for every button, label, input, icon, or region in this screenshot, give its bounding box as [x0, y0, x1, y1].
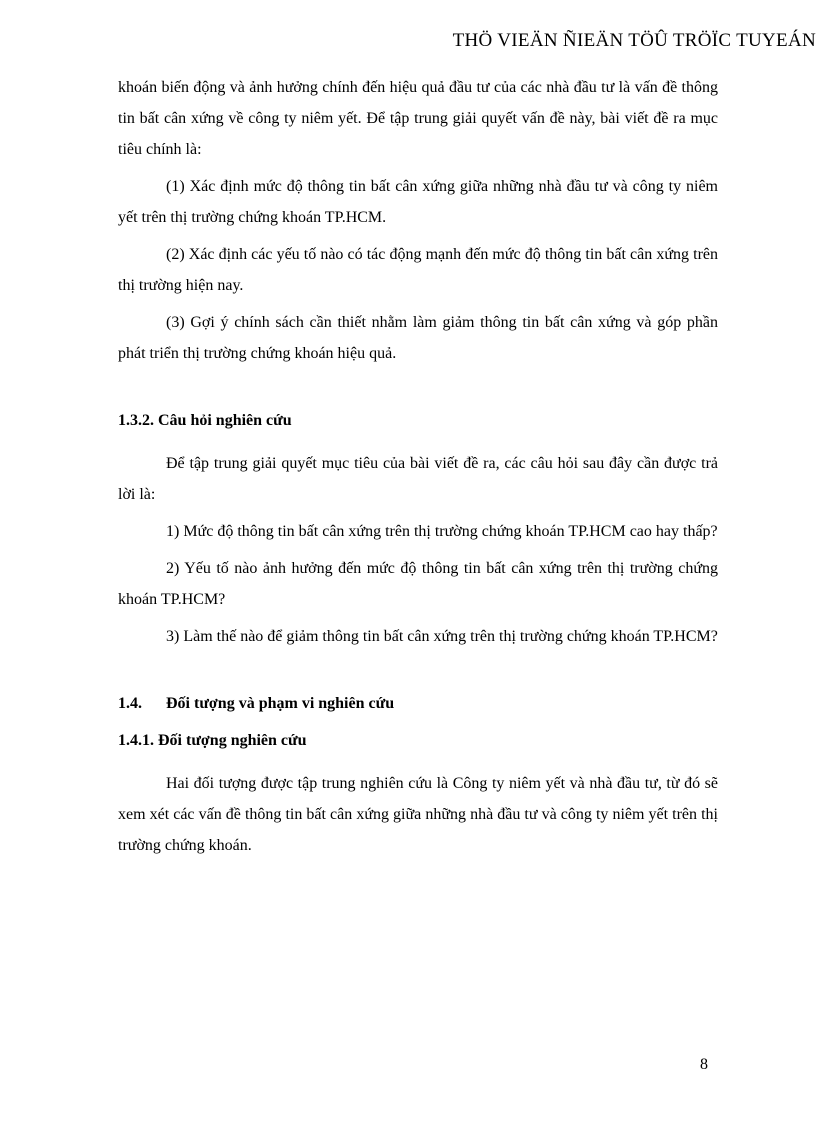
heading-section-1-4 [118, 688, 718, 719]
section-title: Đối tượng và phạm vi nghiên cứu [166, 695, 395, 712]
page-number: 8 [700, 1056, 708, 1073]
question-3: 3) Làm thế nào để giảm thông tin bất cân xứng trên thị trường chứng khoán TP.HCM? [166, 628, 718, 645]
goal-3: (3) Gợi ý chính sách cần thiết nhằm làm giảm thông tin bất cân xứng và góp phần phát triển thị trường chứng khoán hiệu quả. [118, 314, 718, 362]
intro-paragraph: khoán biến động và ảnh hưởng chính đến hiệu quả đầu tư của các nhà đầu tư là vấn đề thông tin bất cân xứng về công ty niêm yết. Để tập trung giải quyết vấn đề này, bài viết đề ra mục tiêu chính là: [118, 79, 718, 158]
section-number: 1.4. [118, 695, 142, 712]
question-2: 2) Yếu tố nào ảnh hưởng đến mức độ thông tin bất cân xứng trên thị trường chứng khoán TP.HCM? [118, 560, 718, 608]
objects-paragraph: Hai đối tượng được tập trung nghiên cứu là Công ty niêm yết và nhà đầu tư, từ đó sẽ xem xét các vấn đề thông tin bất cân xứng giữa những nhà đầu tư và công ty niêm yết trên thị trường chứng khoán. [118, 775, 718, 854]
question-1: 1) Mức độ thông tin bất cân xứng trên thị trường chứng khoán TP.HCM cao hay thấp? [166, 523, 718, 540]
questions-intro: Để tập trung giải quyết mục tiêu của bài viết đề ra, các câu hỏi sau đây cần được trả lời là: [118, 455, 718, 503]
goal-1: (1) Xác định mức độ thông tin bất cân xứng giữa những nhà đầu tư và công ty niêm yết trên thị trường chứng khoán TP.HCM. [118, 178, 718, 226]
document-body [118, 72, 718, 867]
heading-research-objects: 1.4.1. Đối tượng nghiên cứu [118, 732, 307, 749]
page-header: THÖ VIEÄN ÑIEÄN TÖÛ TRÖÏC TUYEÁN [452, 30, 816, 51]
goal-2: (2) Xác định các yếu tố nào có tác động mạnh đến mức độ thông tin bất cân xứng trên thị trường hiện nay. [118, 246, 718, 294]
heading-research-questions: 1.3.2. Câu hỏi nghiên cứu [118, 412, 292, 429]
